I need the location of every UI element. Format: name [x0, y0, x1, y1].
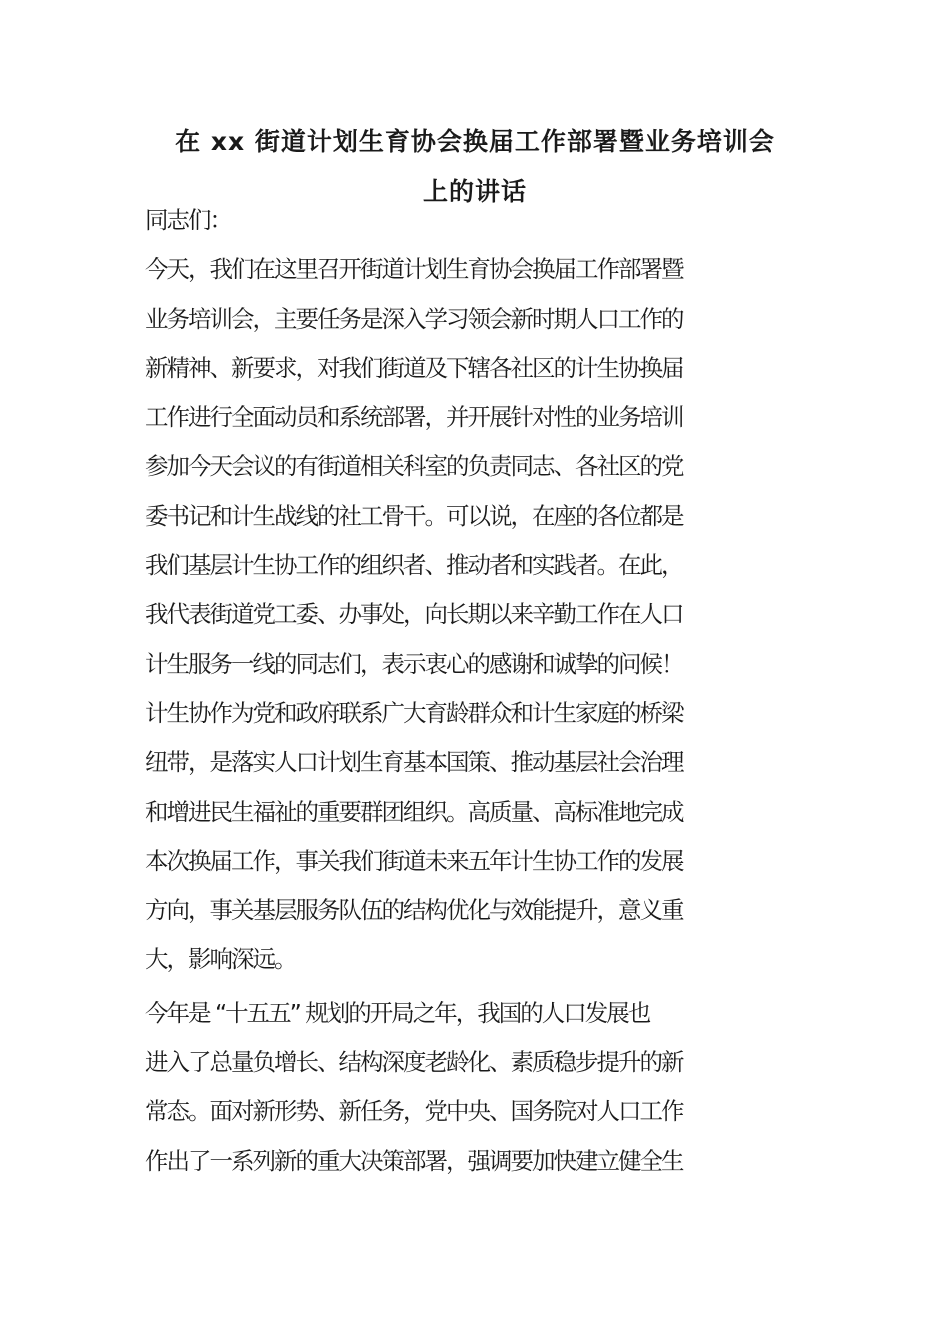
paragraph-1 [145, 245, 815, 689]
paragraph-line: 计生服务一线的同志们，表示衷心的感谢和诚挚的问候！ [145, 649, 683, 678]
paragraph-line: 工作进行全面动员和系统部署，并开展针对性的业务培训 [145, 403, 683, 432]
salutation: 同志们： [145, 206, 231, 234]
paragraph-line: 参加今天会议的有街道相关科室的负责同志、各社区的党 [145, 452, 683, 481]
paragraph-line: 计生协作为党和政府联系广大育龄群众和计生家庭的桥梁 [145, 698, 683, 727]
paragraph-line: 纽带，是落实人口计划生育基本国策、推动基层社会治理 [145, 748, 683, 777]
paragraph-line: 常态。面对新形势、新任务，党中央、国务院对人口工作 [145, 1097, 683, 1126]
paragraph-line: 我们基层计生协工作的组织者、推动者和实践者。在此， [145, 551, 683, 580]
paragraph-line: 委书记和计生战线的社工骨干。可以说，在座的各位都是 [145, 501, 683, 530]
title-line-2: 上的讲话 [422, 177, 527, 206]
paragraph-line: 进入了总量负增长、结构深度老龄化、素质稳步提升的新 [145, 1048, 683, 1077]
paragraph-line: 方向，事关基层服务队伍的结构优化与效能提升，意义重 [145, 896, 683, 925]
paragraph-line: 本次换届工作，事关我们街道未来五年计生协工作的发展 [145, 846, 683, 875]
paragraph-line: 和增进民生福祉的重要群团组织。高质量、高标准地完成 [145, 797, 683, 826]
paragraph-line: 业务培训会，主要任务是深入学习领会新时期人口工作的 [145, 304, 683, 333]
paragraph-2 [145, 689, 815, 985]
paragraph-3 [145, 989, 815, 1186]
paragraph-line: 今年是 “十五五” 规划的开局之年，我国的人口发展也 [145, 998, 650, 1027]
paragraph-line: 作出了一系列新的重大决策部署，强调要加快建立健全生 [145, 1146, 683, 1175]
paragraph-line: 大，影响深远。 [145, 945, 296, 974]
paragraph-line: 新精神、新要求，对我们街道及下辖各社区的计生协换届 [145, 353, 683, 382]
document-body [145, 196, 815, 1186]
paragraph-line: 今天，我们在这里召开街道计划生育协会换届工作部署暨 [145, 255, 683, 284]
title-line-1: 在 xx 街道计划生育协会换届工作部署暨业务培训会 [175, 127, 775, 156]
paragraph-line: 我代表街道党工委、办事处，向长期以来辛勤工作在人口 [145, 600, 683, 629]
